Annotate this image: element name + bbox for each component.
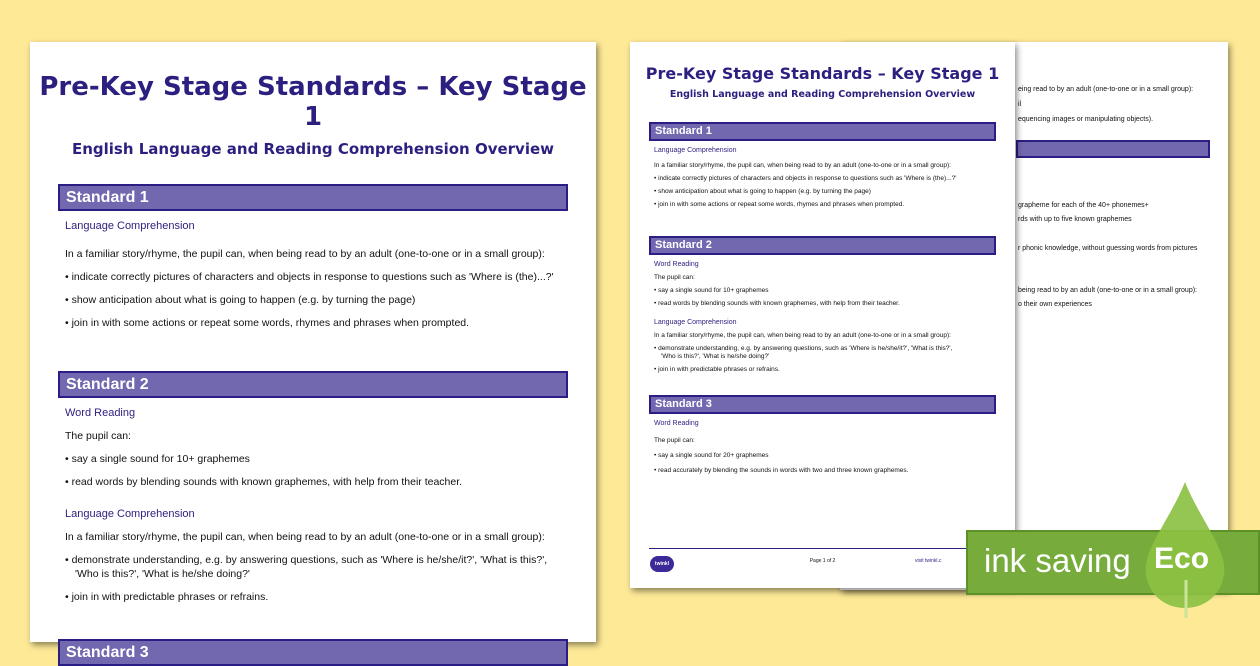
page-subtitle: English Language and Reading Comprehension Overview bbox=[71, 140, 555, 158]
page-number: Page 1 of 2 bbox=[809, 558, 836, 564]
document-page-1 bbox=[630, 42, 1015, 588]
footer-divider bbox=[649, 548, 996, 549]
bullet: • demonstrate understanding, e.g. by answering questions, such as 'Where is he/she/it?', 'What is this?', bbox=[654, 345, 953, 352]
standard-1-header: Standard 1 bbox=[58, 184, 568, 211]
text: rds with up to five known graphemes bbox=[1018, 216, 1132, 223]
footer-url: visit twinkl.c bbox=[915, 558, 942, 564]
section-label: Word Reading bbox=[65, 407, 136, 419]
standard-1-header: Standard 1 bbox=[649, 122, 996, 141]
section-label: Word Reading bbox=[654, 261, 699, 268]
text: The pupil can: bbox=[654, 437, 695, 444]
bullet-cont: 'Who is this?', 'What is he/she doing?' bbox=[75, 568, 250, 580]
text: In a familiar story/rhyme, the pupil can, when being read to by an adult (one-to-one or in a small group): bbox=[654, 162, 951, 169]
section-label: Language Comprehension bbox=[654, 319, 737, 326]
text: o their own experiences bbox=[1018, 301, 1092, 308]
text: grapheme for each of the 40+ phonemes+ bbox=[1018, 202, 1149, 209]
bullet: • say a single sound for 10+ graphemes bbox=[65, 453, 250, 465]
ink-saving-label: ink saving bbox=[984, 542, 1131, 579]
bullet-cont: 'Who is this?', 'What is he/she doing?' bbox=[661, 353, 770, 360]
text: r phonic knowledge, without guessing words from pictures bbox=[1018, 245, 1198, 252]
standard-2-header: Standard 2 bbox=[649, 236, 996, 255]
bullet: • indicate correctly pictures of characters and objects in response to questions such as 'Where is (the)...?' bbox=[654, 175, 957, 182]
bullet: • join in with predictable phrases or refrains. bbox=[654, 366, 780, 373]
text: il bbox=[1018, 101, 1022, 108]
page-title: Pre-Key Stage Standards – Key Stage 1 bbox=[645, 64, 1000, 83]
text: In a familiar story/rhyme, the pupil can, when being read to by an adult (one-to-one or in a small group): bbox=[65, 531, 545, 543]
text: eing read to by an adult (one-to-one or in a small group): bbox=[1018, 86, 1194, 93]
section-label: Word Reading bbox=[654, 420, 699, 427]
bullet: • say a single sound for 20+ graphemes bbox=[654, 452, 769, 459]
text: In a familiar story/rhyme, the pupil can, when being read to by an adult (one-to-one or in a small group): bbox=[654, 332, 951, 339]
standard-3-header: Standard 3 bbox=[58, 639, 568, 666]
eco-leaf-icon bbox=[1140, 480, 1230, 620]
bullet: • show anticipation about what is going to happen (e.g. by turning the page) bbox=[654, 188, 871, 195]
bullet: • read accurately by blending the sounds in words with two and three known graphemes. bbox=[654, 467, 909, 474]
section-label: Language Comprehension bbox=[654, 147, 737, 154]
text: being read to by an adult (one-to-one or in a small group): bbox=[1018, 287, 1197, 294]
text: The pupil can: bbox=[654, 274, 695, 281]
bullet: • join in with some actions or repeat some words, rhymes and phrases when prompted. bbox=[65, 317, 470, 329]
document-page-large bbox=[30, 42, 596, 661]
text: equencing images or manipulating objects). bbox=[1018, 116, 1154, 123]
bullet: • read words by blending sounds with known graphemes, with help from their teacher. bbox=[65, 476, 463, 488]
twinkl-logo: twinkl bbox=[650, 556, 674, 572]
eco-label: Eco bbox=[1154, 542, 1210, 575]
page-title: Pre-Key Stage Standards – Key Stage 1 bbox=[39, 72, 587, 132]
standard-3-header: Standard 3 bbox=[649, 395, 996, 414]
bullet: • join in with predictable phrases or refrains. bbox=[65, 591, 269, 603]
bullet: • read words by blending sounds with known graphemes, with help from their teacher. bbox=[654, 300, 900, 307]
bullet: • indicate correctly pictures of characters and objects in response to questions such as 'Where is (the)...?' bbox=[65, 271, 554, 283]
section-header bbox=[1016, 140, 1210, 158]
page-subtitle: English Language and Reading Comprehension Overview bbox=[669, 89, 976, 100]
section-label: Language Comprehension bbox=[65, 220, 195, 232]
bullet: • show anticipation about what is going to happen (e.g. by turning the page) bbox=[65, 294, 416, 306]
bullet: • demonstrate understanding, e.g. by answering questions, such as 'Where is he/she/it?', 'What is this?', bbox=[65, 554, 548, 566]
bullet: • join in with some actions or repeat some words, rhymes and phrases when prompted. bbox=[654, 201, 905, 208]
text: The pupil can: bbox=[65, 430, 131, 442]
text: In a familiar story/rhyme, the pupil can, when being read to by an adult (one-to-one or in a small group): bbox=[65, 248, 545, 260]
standard-2-header: Standard 2 bbox=[58, 371, 568, 398]
section-label: Language Comprehension bbox=[65, 508, 195, 520]
bullet: • say a single sound for 10+ graphemes bbox=[654, 287, 769, 294]
